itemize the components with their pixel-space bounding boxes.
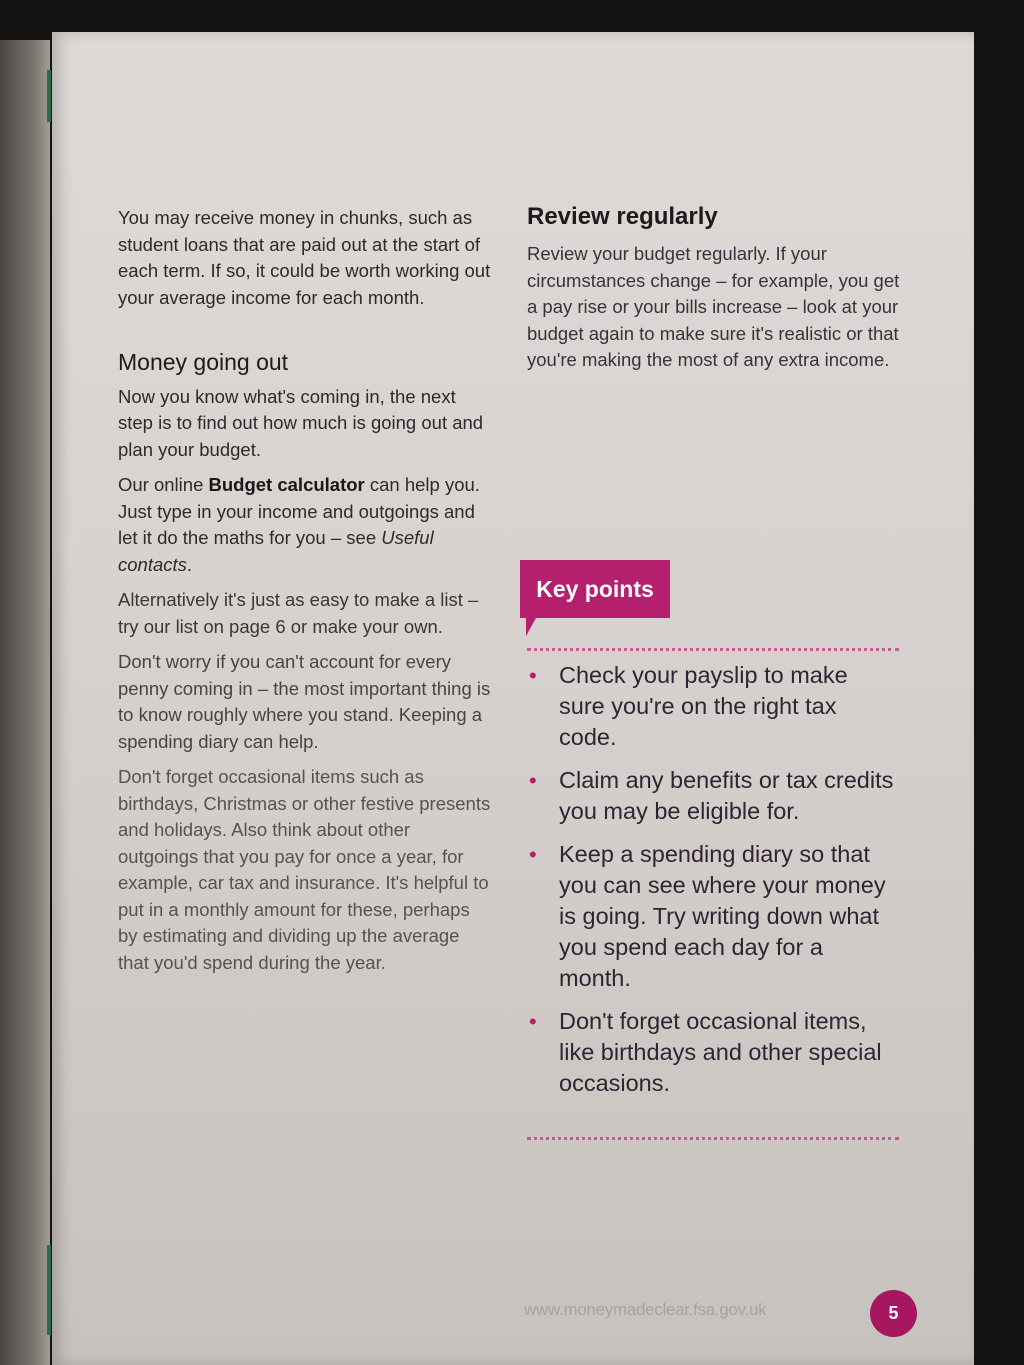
useful-contacts-reference: Useful contacts: [118, 527, 434, 575]
page-number-badge: [870, 1290, 917, 1337]
budget-calc-text-end: .: [186, 553, 193, 575]
review-regularly-heading: Review regularly: [527, 203, 718, 230]
key-point-item: [527, 660, 899, 753]
key-point-text: Don't forget occasional items, like birthdays and other special occasions.: [559, 1008, 882, 1096]
key-points-top-divider: [527, 648, 899, 651]
key-points-badge: [520, 560, 670, 618]
page-number: 5: [888, 1303, 899, 1323]
key-points-bottom-divider: [527, 1137, 899, 1140]
key-points-list: [527, 660, 899, 1111]
budget-calculator-link: Budget calculator: [208, 474, 365, 495]
key-point-item: [527, 839, 899, 994]
footer-url: www.moneymadeclear.fsa.gov.uk: [524, 1300, 767, 1319]
key-points-label: Key points: [536, 575, 654, 602]
key-point-text: Check your payslip to make sure you're on the right tax code.: [559, 662, 848, 750]
key-point-item: [527, 765, 899, 827]
budget-calculator-paragraph: [118, 472, 493, 578]
money-going-out-heading: Money going out: [118, 349, 289, 375]
occasional-items-paragraph: Don't forget occasional items such as birthdays, Christmas or other festive presents and holidays. Also think about other outgoings that you pay for once a year, for example, car tax and insurance. It's helpful to put in a monthly amount for these, perhaps by estimating and dividing up the average that you'd spend during the year.: [118, 766, 491, 973]
key-point-text: Keep a spending diary so that you can see where your money is going. Try writing down what you spend each day for a month.: [559, 841, 886, 991]
spine-accent-top: [47, 70, 51, 122]
intro-paragraph: You may receive money in chunks, such as student loans that are paid out at the start of each term. If so, it could be worth working out your average income for each month.: [118, 207, 491, 308]
budget-calc-text-start: Our online: [118, 474, 209, 495]
key-point-item: [527, 1006, 899, 1099]
review-regularly-paragraph: Review your budget regularly. If your circumstances change – for example, you get a pay rise or your bills increase – look at your budget again to make sure it's realistic or that you're making the most of any extra income.: [527, 243, 900, 370]
left-column: [118, 205, 493, 985]
spine-accent-bottom: [47, 1245, 51, 1335]
budget-calc-text-middle: can help you. Just type in your income and outgoings and let it do the maths for you – see: [118, 474, 480, 548]
next-step-paragraph: Now you know what's coming in, the next step is to find out how much is going out and plan your budget.: [118, 385, 484, 460]
bullet-icon: •: [529, 768, 537, 793]
right-column: [527, 203, 907, 374]
left-page-edge: [0, 40, 50, 1365]
bullet-icon: •: [529, 663, 537, 688]
bullet-icon: •: [529, 842, 537, 867]
key-points-badge-tail: [526, 618, 546, 636]
make-a-list-paragraph: Alternatively it's just as easy to make a list – try our list on page 6 or make your own.: [118, 589, 479, 637]
key-point-text: Claim any benefits or tax credits you may be eligible for.: [559, 767, 894, 824]
bullet-icon: •: [529, 1009, 537, 1034]
dont-worry-paragraph: Don't worry if you can't account for every penny coming in – the most important thing is to know roughly where you stand. Keeping a spending diary can help.: [118, 651, 491, 752]
